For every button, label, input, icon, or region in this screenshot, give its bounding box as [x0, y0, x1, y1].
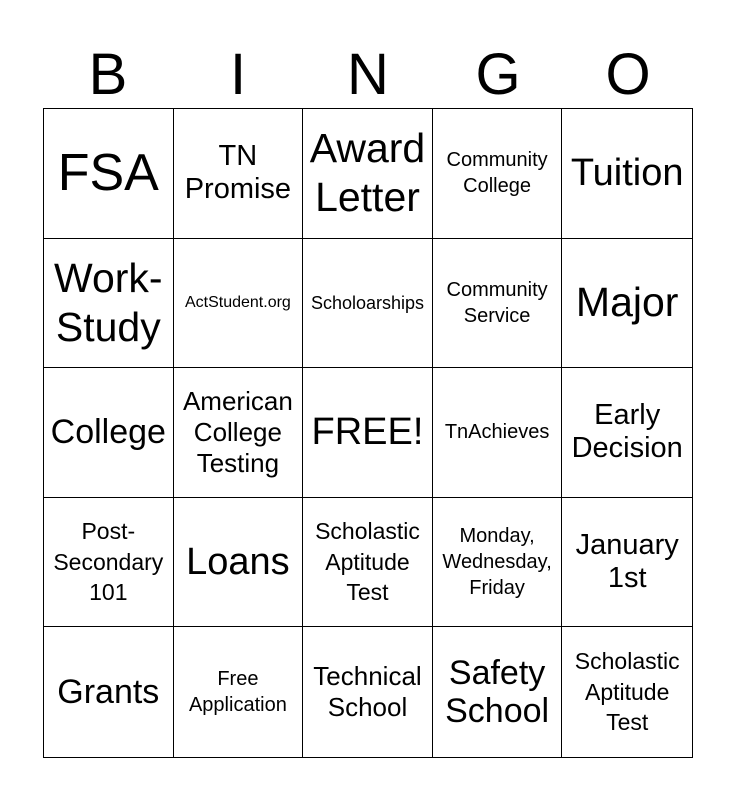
bingo-cell-r3-c5[interactable]: Early Decision [562, 368, 692, 498]
bingo-cell-r3-c3[interactable]: FREE! [303, 368, 433, 498]
bingo-cell-r2-c3[interactable]: Scholoarships [303, 239, 433, 369]
bingo-cell-r1-c2[interactable]: TN Promise [174, 109, 304, 239]
bingo-cell-r5-c5[interactable]: Scholastic Aptitude Test [574, 648, 680, 736]
header-letter-n: N [347, 42, 389, 107]
bingo-cell-r5-c2[interactable]: Free Application [174, 627, 304, 757]
bingo-cell-r5-c4[interactable]: Safety School [433, 627, 563, 757]
bingo-cell-r4-c2[interactable]: Loans [174, 498, 304, 628]
header-letter-o: O [605, 42, 651, 107]
bingo-cell-r3-c4[interactable]: TnAchieves [433, 368, 563, 498]
bingo-cell-r1-c1[interactable]: FSA [44, 109, 174, 239]
bingo-cell-r4-c5[interactable]: January 1st [562, 498, 692, 628]
header-letter-g: G [475, 42, 521, 107]
bingo-cell-r2-c2[interactable]: ActStudent.org [174, 239, 304, 369]
bingo-cell-r2-c5[interactable]: Major [562, 239, 692, 369]
bingo-cell-r4-c1[interactable]: Post-Secondary 101 [44, 498, 174, 628]
bingo-cell-r4-c4[interactable]: Monday, Wednesday, Friday [433, 498, 563, 628]
bingo-cell-r1-c3[interactable]: Award Letter [303, 109, 433, 239]
bingo-cell-r4-c3[interactable]: Scholastic Aptitude Test [303, 498, 433, 628]
bingo-header [43, 42, 693, 108]
bingo-cell-r3-c1[interactable]: College [44, 368, 174, 498]
bingo-cell-r1-c4[interactable]: Community College [433, 109, 563, 239]
bingo-cell-r2-c4[interactable]: Community Service [433, 239, 563, 369]
bingo-cell-r5-c1[interactable]: Grants [44, 627, 174, 757]
header-letter-i: I [229, 42, 247, 107]
header-letter-b: B [88, 42, 128, 107]
bingo-grid [43, 108, 693, 758]
bingo-cell-r3-c2[interactable]: American College Testing [174, 368, 304, 498]
bingo-cell-r2-c1[interactable]: Work-Study [44, 239, 174, 369]
bingo-cell-r1-c5[interactable]: Tuition [562, 109, 692, 239]
bingo-cell-r5-c3[interactable]: Technical School [303, 627, 433, 757]
